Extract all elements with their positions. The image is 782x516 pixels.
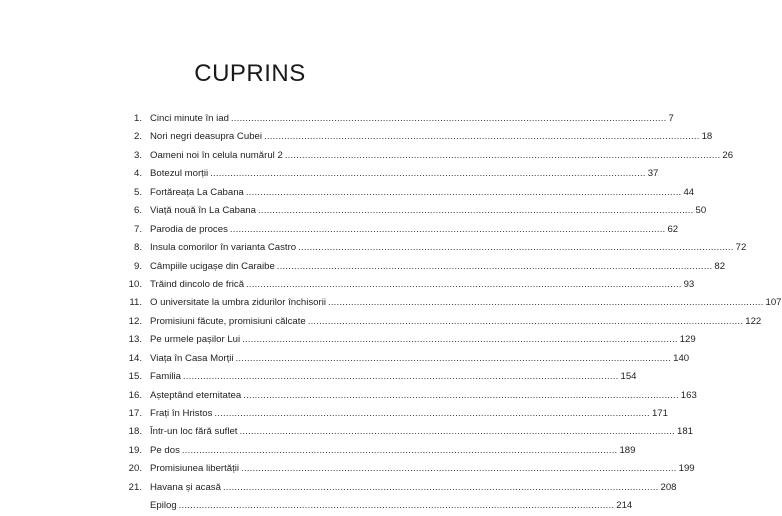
toc-dot-leader [246,276,682,294]
toc-dot-leader [210,165,646,183]
toc-entry [122,387,697,405]
toc-entry-number: 2. [133,131,142,143]
toc-entry-page: 26 [722,149,734,161]
toc-entry [122,110,674,128]
toc-entry-page: 171 [651,408,668,419]
toc-entry-number: 8. [133,242,142,254]
toc-entry-title: Botezul morții [150,168,209,180]
toc-entry-title: Oameni noi în celula numărul 2 [150,149,283,161]
toc-entry-page: 93 [683,278,695,290]
toc-entry-title: Pe urmele pașilor Lui [150,334,241,346]
toc-entry [122,331,696,349]
toc-dot-leader [298,239,734,257]
toc-entry-page: 107 [765,297,782,309]
toc-dot-leader [239,423,675,441]
toc-entry-page: 72 [735,242,747,254]
toc-entry-page: 44 [683,186,695,198]
toc-entry [122,202,707,220]
toc-entry [122,423,694,441]
toc-dot-leader [242,331,678,349]
toc-entry-page: 214 [616,500,633,512]
toc-entry-page: 122 [745,315,762,327]
toc-dot-leader [183,368,619,386]
toc-entry-number: 12. [128,315,142,327]
toc-entry [122,221,679,239]
toc-entry-title: O universitate la umbra zidurilor închisorii [150,297,326,309]
toc-entry [122,350,690,368]
toc-entry-page: 7 [668,113,674,124]
toc-entry-page: 208 [660,481,677,493]
toc-entry-page: 163 [680,389,697,401]
toc-entry-title: Havana și acasă [150,481,221,493]
toc-entry-page: 50 [695,205,707,217]
toc-entry [122,165,659,183]
toc-entry-number: 4. [133,168,142,180]
toc-entry-title: Fortăreața La Cabana [150,186,244,198]
toc-dot-leader [231,110,667,128]
toc-entry-number: 5. [133,186,142,198]
toc-entry-page: 189 [619,444,636,456]
toc-entry [122,460,695,478]
toc-entry-title: Epilog [150,500,177,512]
toc-entry-number: 7. [133,223,142,235]
toc-dot-leader [230,221,666,239]
toc-entry-title: Câmpiile ucigașe din Caraibe [150,260,275,272]
toc-entry-number: 16. [128,389,142,401]
toc-entry-number: 10. [128,278,142,290]
toc-dot-leader [258,202,694,220]
toc-entry-page: 82 [714,260,726,272]
toc-entry-title: Insula comorilor în varianta Castro [150,242,297,254]
toc-entry-number: 20. [128,463,142,475]
toc-entry [122,147,734,165]
toc-entry [122,184,695,202]
toc-entry-number: 6. [133,205,142,217]
toc-entry-page: 154 [620,371,637,383]
toc-dot-leader [179,497,615,515]
toc-dot-leader [223,479,659,497]
toc-entry-title: Într-un loc fără suflet [150,426,238,438]
toc-entry-title: Parodia de proces [150,223,228,235]
toc-entry-page: 140 [673,352,690,364]
toc-entry-title: Familia [150,371,181,383]
toc-entry-page: 62 [667,223,679,235]
toc-entry [122,128,713,146]
toc-entry-number: 17. [128,408,142,419]
toc-dot-leader [285,147,721,165]
toc-dot-leader [308,313,744,331]
toc-entry [122,497,633,515]
toc-entry-title: Frați în Hristos [150,408,213,419]
toc-entry-number: 19. [128,444,142,456]
toc-entry-number: 15. [128,371,142,383]
toc-entry-title: Cinci minute în iad [150,113,229,124]
toc-entry-number: 3. [133,149,142,161]
toc-entry-title: Promisiunea libertății [150,463,240,475]
toc-dot-leader [236,350,672,368]
toc-entry [122,239,747,257]
toc-dot-leader [241,460,677,478]
toc-entry-number: 21. [128,481,142,493]
toc-entry-number: 1. [133,113,142,124]
toc-entry-title: Pe dos [150,444,180,456]
toc-entry-title: Așteptând eternitatea [150,389,242,401]
toc-entry-number: 18. [128,426,142,438]
toc-dot-leader [246,184,682,202]
toc-dot-leader [328,294,764,312]
toc-entry-number: 14. [128,352,142,364]
toc-entry-title: Viață nouă în La Cabana [150,205,256,217]
toc-entry-title: Trăind dincolo de frică [150,278,245,290]
toc-entry-title: Promisiuni făcute, promisiuni călcate [150,315,306,327]
toc-entry-number: 11. [129,297,142,309]
toc-entry-title: Nori negri deasupra Cubei [150,131,262,143]
toc-dot-leader [182,442,618,460]
toc-dot-leader [214,405,650,423]
toc-entry-number: 13. [128,334,142,346]
toc-entry-page: 37 [647,168,659,180]
toc-entry [122,442,636,460]
toc-entry [122,479,677,497]
toc-entry-page: 181 [677,426,694,438]
toc-entry [122,368,637,386]
toc-entry [122,313,762,331]
toc-dot-leader [264,128,700,146]
toc-entry-page: 199 [678,463,695,475]
toc-entry [122,258,726,276]
toc-dot-leader [277,258,713,276]
toc-entry-page: 18 [701,131,713,143]
toc-entry-title: Viața în Casa Morții [150,352,234,364]
toc-entry [122,405,668,423]
toc-entry [122,276,695,294]
table-of-contents [122,110,782,516]
page-title: CUPRINS [194,60,306,87]
toc-entry-number: 9. [133,260,142,272]
toc-entry [122,294,782,312]
toc-dot-leader [243,387,679,405]
toc-entry-page: 129 [679,334,696,346]
